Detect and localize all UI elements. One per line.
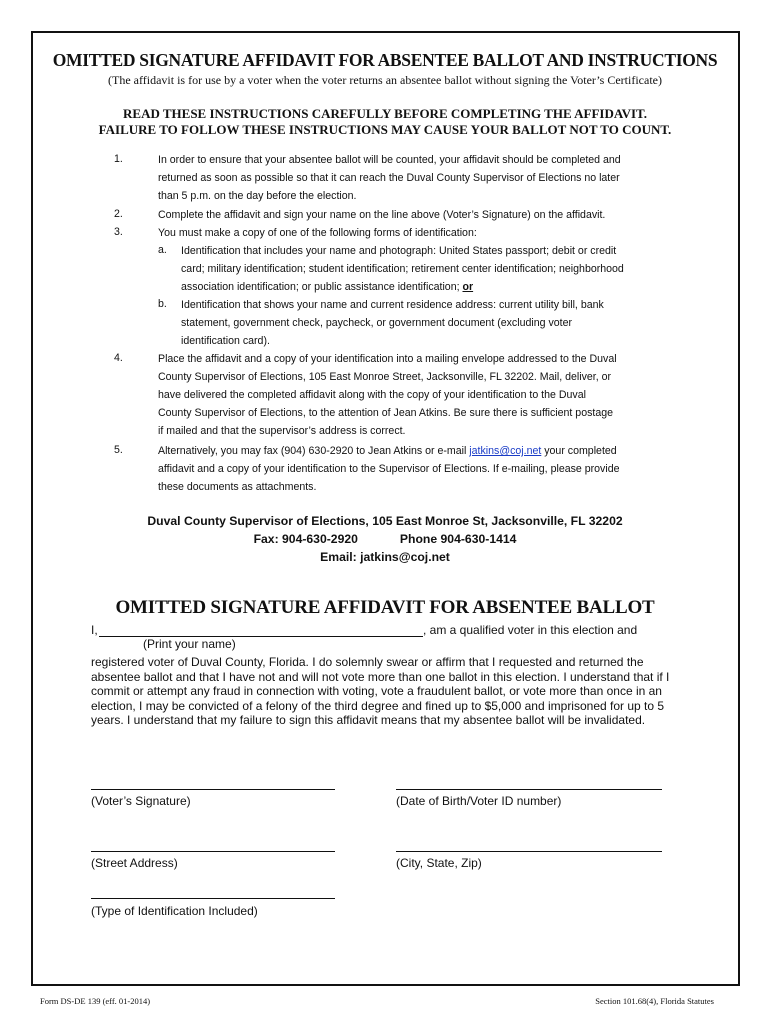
form-subtitle: (The affidavit is for use by a voter when the voter returns an absentee ballot without signing the Voter’s Certificate) <box>108 73 662 87</box>
name-suffix: , am a qualified voter in this election and <box>423 623 638 637</box>
instruction-line: if mailed and that the supervisor’s address is correct. <box>158 425 406 437</box>
print-name-label: (Print your name) <box>143 637 236 651</box>
affidavit-line: commit or attempt any fraud in connection with voting, vote a fraudulent ballot, or vote more than once in an <box>91 684 662 699</box>
instruction-line: your completed <box>541 445 617 457</box>
contact-phone: Phone 904-630-1414 <box>399 532 517 546</box>
warning-line-1: READ THESE INSTRUCTIONS CAREFULLY BEFORE COMPLETING THE AFFIDAVIT. <box>123 106 647 121</box>
instruction-line: returned as soon as possible so that it can reach the Duval County Supervisor of Elections no later <box>158 172 620 184</box>
street-address-label: (Street Address) <box>91 856 178 870</box>
instruction-line: affidavit and a copy of your identification to the Supervisor of Elections. If e-mailing, please provide <box>158 463 620 475</box>
item-number: 5. <box>114 444 123 456</box>
contact-fax: Fax: 904-630-2920 <box>253 532 358 546</box>
id-type-label: (Type of Identification Included) <box>91 904 258 918</box>
email-link[interactable]: jatkins@coj.net <box>469 445 542 457</box>
instruction-line: County Supervisor of Elections, 105 East Monroe Street, Jacksonville, FL 32202. Mail, deliver, or <box>158 371 612 383</box>
street-address-field[interactable] <box>91 851 335 852</box>
id-type-field[interactable] <box>91 898 335 899</box>
form-title: OMITTED SIGNATURE AFFIDAVIT FOR ABSENTEE BALLOT AND INSTRUCTIONS <box>52 50 718 70</box>
item-number: 4. <box>114 352 123 364</box>
instruction-line: these documents as attachments. <box>158 481 317 493</box>
statute-reference: Section 101.68(4), Florida Statutes <box>595 996 714 1006</box>
affidavit-body <box>91 655 669 728</box>
form-number: Form DS-DE 139 (eff. 01-2014) <box>40 996 151 1006</box>
voter-signature-label: (Voter’s Signature) <box>91 794 191 808</box>
instruction-item-3 <box>158 224 477 242</box>
name-prefix: I, <box>91 623 98 637</box>
instruction-line: In order to ensure that your absentee ballot will be counted, your affidavit should be completed and <box>158 154 621 166</box>
instruction-item-1 <box>158 151 621 205</box>
affidavit-line: absentee ballot and that I have not and will not vote more than one ballot in this election. I understand that if I <box>91 669 670 684</box>
dob-voter-id-label: (Date of Birth/Voter ID number) <box>396 794 562 808</box>
instruction-line: Complete the affidavit and sign your name on the line above (Voter’s Signature) on the affidavit. <box>158 209 606 221</box>
or-emphasis: or <box>462 281 474 293</box>
instruction-sub-a <box>181 242 624 296</box>
contact-address: Duval County Supervisor of Elections, 105 East Monroe St, Jacksonville, FL 32202 <box>147 514 623 528</box>
instruction-line: Identification that shows your name and current residence address: current utility bill, bank <box>181 299 604 311</box>
instruction-line: Place the affidavit and a copy of your identification into a mailing envelope addressed to the Duval <box>158 353 617 365</box>
instruction-line: than 5 p.m. on the day before the election. <box>158 190 357 202</box>
instruction-item-2 <box>158 206 605 224</box>
instruction-item-5 <box>158 442 619 496</box>
instruction-line-wrap <box>158 442 619 460</box>
instruction-line: Identification that includes your name and photograph: United States passport; debit or credit <box>181 245 617 257</box>
instruction-line: have delivered the completed affidavit along with the copy of your identification to the Duval <box>158 389 586 401</box>
instruction-line: You must make a copy of one of the following forms of identification: <box>158 227 477 239</box>
instruction-line: identification card). <box>181 335 270 347</box>
item-number: 3. <box>114 226 123 238</box>
instruction-line: association identification; or public assistance identification; <box>181 281 460 293</box>
dob-voter-id-field[interactable] <box>396 789 662 790</box>
warning-line-2: FAILURE TO FOLLOW THESE INSTRUCTIONS MAY CAUSE YOUR BALLOT NOT TO COUNT. <box>98 122 672 137</box>
instruction-line: card; military identification; student identification; retirement center identification; neighborhood <box>181 263 624 275</box>
city-state-zip-label: (City, State, Zip) <box>396 856 482 870</box>
affidavit-line: years. I understand that my failure to sign this affidavit means that my absentee ballot will be invalidated. <box>91 713 646 728</box>
instruction-line: statement, government check, paycheck, or government document (excluding voter <box>181 317 572 329</box>
item-number: 2. <box>114 208 123 220</box>
contact-email: Email: jatkins@coj.net <box>320 550 450 564</box>
voter-signature-field[interactable] <box>91 789 335 790</box>
affidavit-line: registered voter of Duval County, Florida. I do solemnly swear or affirm that I requested and returned the <box>91 655 644 669</box>
instruction-sub-b <box>181 296 604 350</box>
city-state-zip-field[interactable] <box>396 851 662 852</box>
item-number: 1. <box>114 153 123 165</box>
instruction-line: Alternatively, you may fax (904) 630-2920 to Jean Atkins or e-mail <box>158 445 470 457</box>
instruction-line-wrap <box>181 278 624 296</box>
contact-fax-phone <box>0 532 770 546</box>
instruction-item-4 <box>158 350 617 440</box>
item-letter: a. <box>158 244 167 256</box>
affidavit-title: OMITTED SIGNATURE AFFIDAVIT FOR ABSENTEE BALLOT <box>115 597 655 618</box>
affidavit-line: election, I may be convicted of a felony of the third degree and fined up to $5,000 and imprisoned for up to 5 <box>91 698 665 713</box>
instruction-line: County Supervisor of Elections, to the attention of Jean Atkins. Be sure there is sufficient postage <box>158 407 614 419</box>
item-letter: b. <box>158 298 167 310</box>
